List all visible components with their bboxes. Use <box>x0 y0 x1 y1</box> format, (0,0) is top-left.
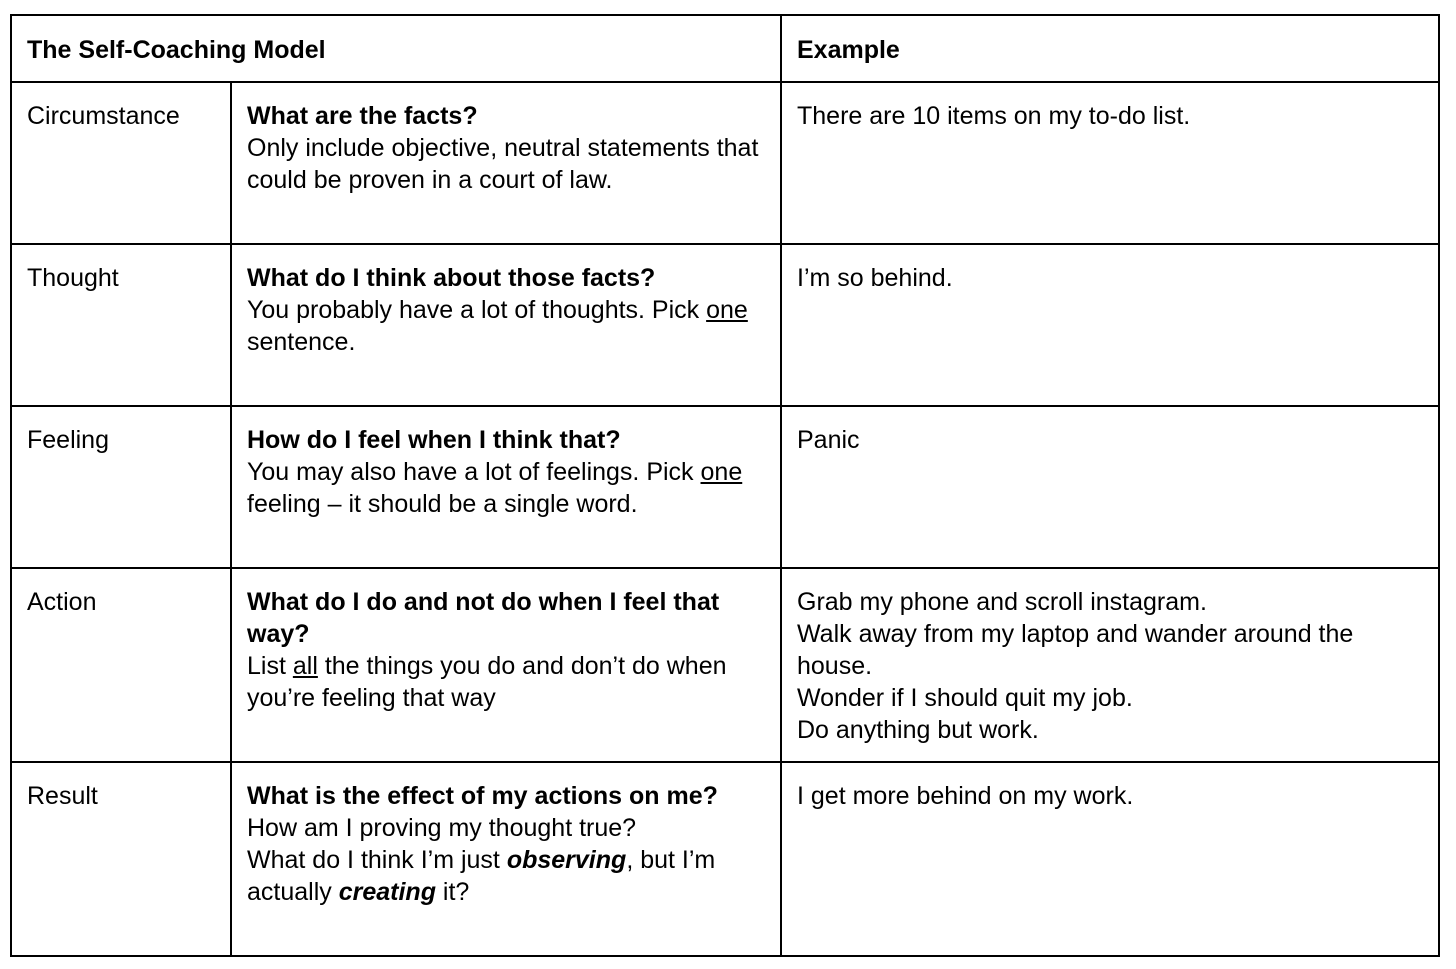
model-title: The Self-Coaching Model <box>27 36 326 64</box>
row-label: Result <box>27 782 98 810</box>
table-header-row <box>11 15 1439 82</box>
guidance-pre: You probably have a lot of thoughts. Pick <box>247 296 707 324</box>
guidance-emphasis-creating: creating <box>338 878 436 906</box>
guidance-emphasis-observing: observing <box>506 846 627 874</box>
example-cell <box>781 568 1439 762</box>
row-label: Action <box>27 588 97 616</box>
question-cell <box>231 762 781 956</box>
guidance-post: sentence. <box>247 328 356 356</box>
row-label-cell <box>11 568 231 762</box>
question-cell <box>231 568 781 762</box>
guidance-c: it? <box>435 878 470 906</box>
guidance-post: feeling – it should be a single word. <box>247 490 638 518</box>
row-label: Thought <box>27 264 119 292</box>
example-line: I get more behind on my work. <box>797 782 1134 810</box>
guidance-post: the things you do and don’t do when you’re feeling that way <box>247 652 727 712</box>
example-line: There are 10 items on my to-do list. <box>797 102 1191 130</box>
table-row-result <box>11 762 1439 956</box>
question-text: How do I feel when I think that? <box>247 426 621 454</box>
row-label-cell <box>11 762 231 956</box>
guidance-text <box>247 296 748 356</box>
guidance-text: Only include objective, neutral statements that could be proven in a court of law. <box>247 134 759 194</box>
guidance-line: How am I proving my thought true? <box>247 814 637 842</box>
self-coaching-model-sheet <box>10 14 1438 955</box>
example-cell <box>781 244 1439 406</box>
table-row-feeling <box>11 406 1439 568</box>
question-cell <box>231 82 781 244</box>
example-line: Panic <box>797 426 860 454</box>
guidance-underlined: one <box>706 296 748 324</box>
guidance-text <box>247 846 715 906</box>
table-row-circumstance <box>11 82 1439 244</box>
example-title-cell <box>781 15 1439 82</box>
table-row-action <box>11 568 1439 762</box>
question-text: What do I do and not do when I feel that way? <box>247 588 720 648</box>
row-label: Circumstance <box>27 102 180 130</box>
row-label-cell <box>11 244 231 406</box>
question-text: What do I think about those facts? <box>247 264 656 292</box>
example-cell <box>781 406 1439 568</box>
question-text: What are the facts? <box>247 102 478 130</box>
example-cell <box>781 82 1439 244</box>
example-cell <box>781 762 1439 956</box>
question-text: What is the effect of my actions on me? <box>247 782 718 810</box>
row-label-cell <box>11 82 231 244</box>
guidance-text <box>247 458 742 518</box>
table-row-thought <box>11 244 1439 406</box>
guidance-b: , but I’m actually <box>247 846 716 906</box>
self-coaching-model-table <box>10 14 1440 957</box>
row-label-cell <box>11 406 231 568</box>
question-cell <box>231 244 781 406</box>
guidance-a: What do I think I’m just <box>247 846 507 874</box>
guidance-pre: You may also have a lot of feelings. Pick <box>247 458 701 486</box>
model-title-cell <box>11 15 781 82</box>
guidance-pre: List <box>247 652 293 680</box>
guidance-text <box>247 652 727 712</box>
question-cell <box>231 406 781 568</box>
example-line: Grab my phone and scroll instagram. <box>797 588 1207 616</box>
example-title: Example <box>797 36 900 64</box>
example-line: Do anything but work. <box>797 716 1039 744</box>
guidance-underlined: all <box>292 652 318 680</box>
guidance-underlined: one <box>700 458 743 486</box>
example-line: I’m so behind. <box>797 264 953 292</box>
example-line: Walk away from my laptop and wander around the house. <box>797 620 1354 680</box>
example-line: Wonder if I should quit my job. <box>797 684 1133 712</box>
row-label: Feeling <box>27 426 109 454</box>
